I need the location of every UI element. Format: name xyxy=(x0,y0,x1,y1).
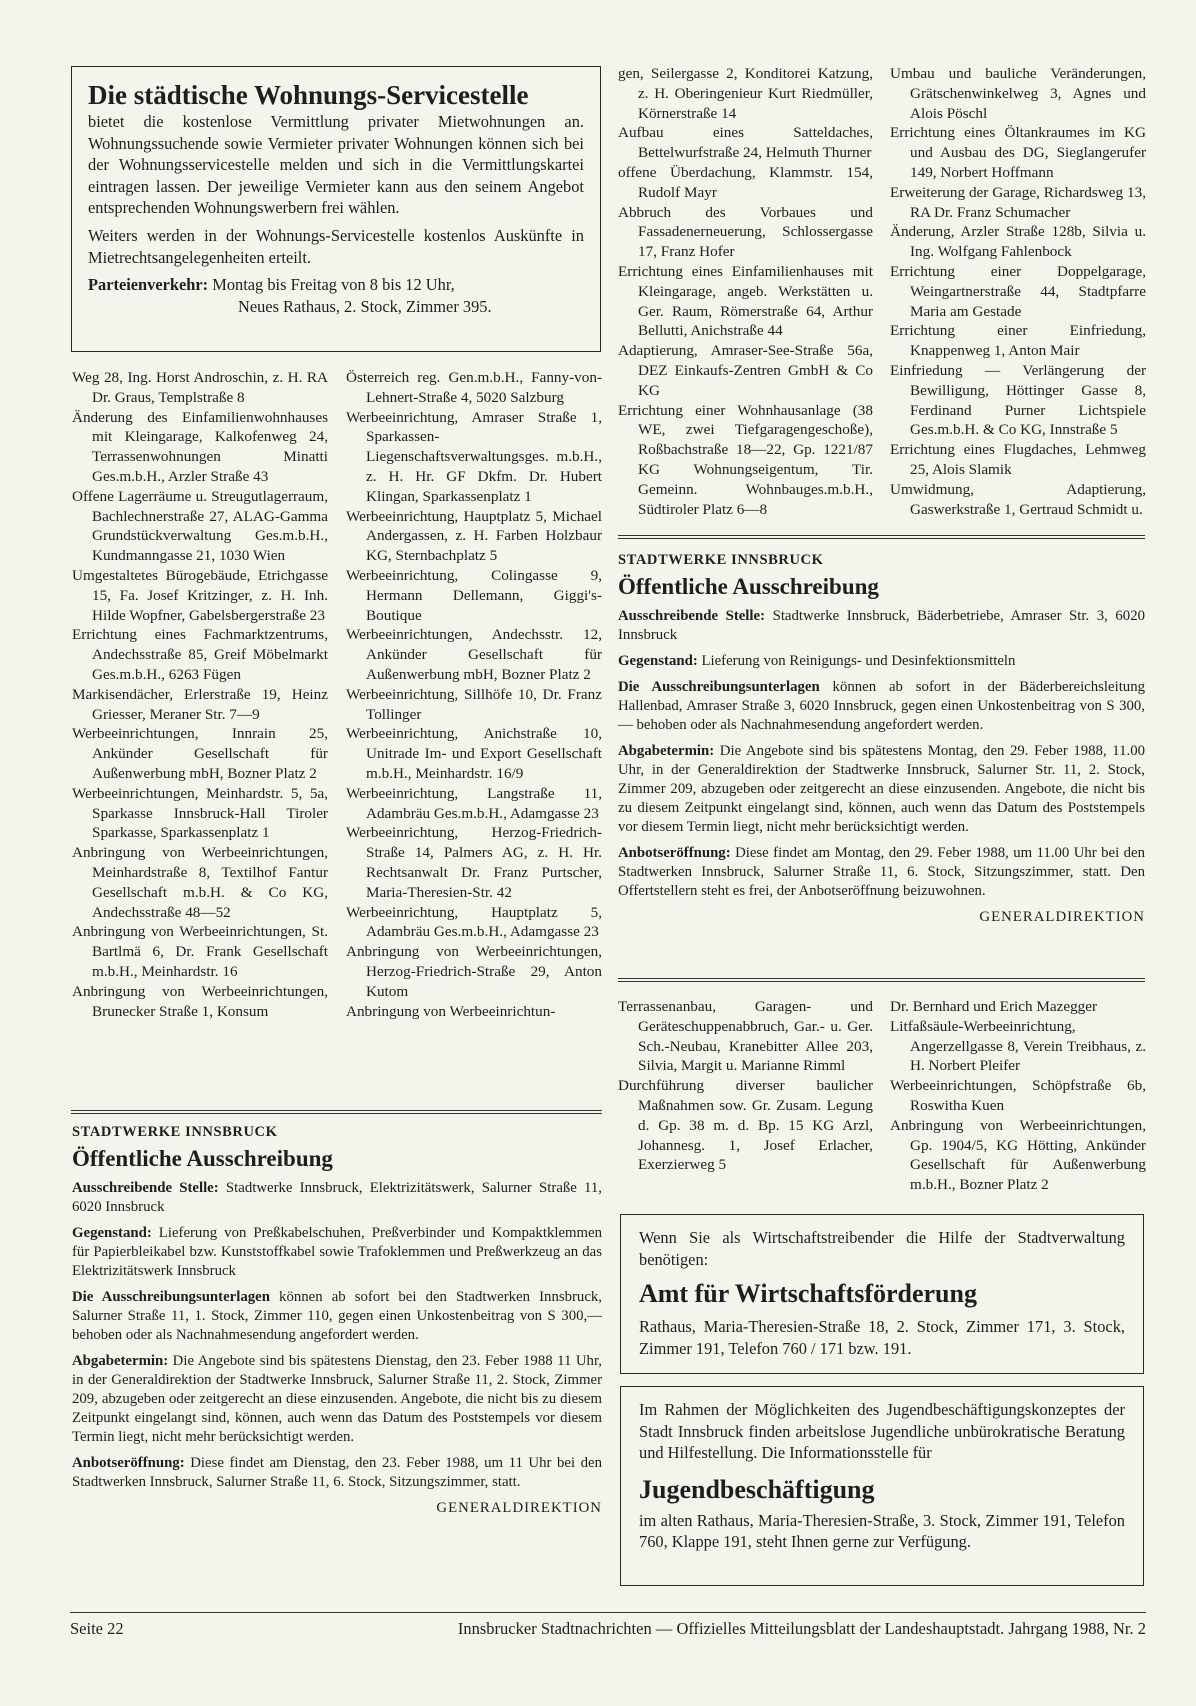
listing-column-2 xyxy=(346,368,602,1021)
listing-entry: Werbeeinrichtung, Anichstraße 10, Unitrade Im- und Export Gesellschaft m.b.H., Meinhardstr. 16/9 xyxy=(346,725,602,782)
listing-entry: Errichtung einer Einfriedung, Knappenweg 1, Anton Mair xyxy=(890,322,1146,360)
page-footer xyxy=(70,1612,1146,1639)
listing-entry: Werbeeinrichtung, Amraser Straße 1, Sparkassen-Liegenschaftsverwaltungsges. m.b.H., z. H. Hr. GF Dkfm. Dr. Hubert Klingan, Sparkassenplatz 1 xyxy=(346,408,602,505)
tender-issuer: Ausschreibende Stelle: Stadtwerke Innsbruck, Elektrizitätswerk, Salurner Straße 11, 6020 Innsbruck xyxy=(72,1180,603,1215)
listing-entry: Errichtung einer Doppelgarage, Weingartnerstraße 44, Stadtpfarre Maria am Gestade xyxy=(890,262,1146,320)
listing-entry: Abbruch des Vorbaues und Fassadenerneuerung, Schlossergasse 17, Franz Hofer xyxy=(618,203,873,261)
listing-entry: Österreich reg. Gen.m.b.H., Fanny-von-Lehnert-Straße 4, 5020 Salzburg xyxy=(346,369,602,406)
listing-entry: Änderung des Einfamilienwohnhauses mit Kleingarage, Kalkofenweg 24, Terrassenwohnungen Minatti Ges.m.b.H., Arzler Straße 43 xyxy=(72,408,328,485)
listing-entry: Errichtung eines Flugdaches, Lehmweg 25, Alois Slamik xyxy=(890,441,1146,478)
listing-entry: Werbeeinrichtung, Herzog-Friedrich-Straße 14, Palmers AG, z. H. Hr. Rechtsanwalt Dr. Franz Purtscher, Maria-Theresien-Str. 42 xyxy=(346,824,602,901)
tender-subject: Gegenstand: Lieferung von Preßkabelschuhen, Preßverbinder und Kompaktklemmen für Papierbleikabel bzw. Kunststoffkabel sowie Trafoklemmen und Preßwerkzeug an das Elektrizitätswerk Innsbruck xyxy=(72,1225,602,1279)
listing-entry: Terrassenanbau, Garagen- und Geräteschuppenabbruch, Gar.- u. Ger. Sch.-Neubau, Kranebitter Allee 203, Silvia, Margit u. Marianne Rimml xyxy=(618,998,873,1075)
divider-rule xyxy=(71,1110,602,1114)
listing-column-1 xyxy=(72,368,328,1021)
listing-entry: Erweiterung der Garage, Richardsweg 13, RA Dr. Franz Schumacher xyxy=(890,183,1146,221)
tender-signature: GENERALDIREKTION xyxy=(979,909,1145,925)
tender-title: Öffentliche Ausschreibung xyxy=(72,1146,333,1171)
listing-column-4 xyxy=(890,64,1146,519)
economic-promotion-address: Rathaus, Maria-Theresien-Straße 18, 2. Stock, Zimmer 171, 3. Stock, Zimmer 191, Telefon 760 / 171 bzw. 191. xyxy=(639,1317,1125,1358)
divider-rule xyxy=(618,978,1145,982)
listing-entry: Errichtung eines Einfamilienhauses mit Kleingarage, angeb. Werkstätten u. Ger. Raum, Römerstraße 64, Arthur Bellutti, Anichstraße 44 xyxy=(618,262,873,340)
listing-entry: Werbeeinrichtung, Langstraße 11, Adambräu Ges.m.b.H., Adamgasse 23 xyxy=(346,784,602,822)
economic-promotion-intro: Wenn Sie als Wirtschaftstreibender die Hilfe der Stadtverwaltung benötigen: xyxy=(639,1228,1125,1269)
housing-service-text: bietet die kostenlose Vermittlung privater Mietwohnungen an. Wohnungssuchende sowie Vermieter privater Wohnungen können sich bei der Wohnungsservicestelle melden und sich in die Vermittlungskartei eintragen lassen. Der jeweilige Vermieter kann aus den seinem Angebot entsprechenden Wohnungswerbern frei wählen. xyxy=(88,112,584,218)
housing-service-title: Die städtische Wohnungs-Servicestelle xyxy=(88,80,529,110)
listing-entry: Errichtung eines Öltankraumes im KG und Ausbau des DG, Sieglangerufer 149, Norbert Hoffmann xyxy=(890,124,1146,181)
listing-entry: Anbringung von Werbeeinrichtungen, St. Bartlmä 6, Dr. Frank Gesellschaft m.b.H., Meinhardstr. 16 xyxy=(72,923,328,980)
listing-entry: Werbeeinrichtungen, Meinhardstr. 5, 5a, Sparkasse Innsbruck-Hall Tiroler Sparkasse, Sparkassenplatz 1 xyxy=(72,784,328,842)
listing-column-3 xyxy=(618,64,873,519)
tender-notice-baths xyxy=(618,552,1145,926)
economic-promotion-box xyxy=(620,1214,1144,1374)
youth-employment-intro: Im Rahmen der Möglichkeiten des Jugendbeschäftigungskonzeptes der Stadt Innsbruck finden arbeitslose Jugendliche unbürokratische Beratung und Hilfestellung. Die Informationsstelle für xyxy=(639,1400,1125,1463)
listing-entry: Aufbau eines Satteldaches, Bettelwurfstraße 24, Helmuth Thurner xyxy=(618,124,873,162)
listing-entry: Werbeeinrichtungen, Andechsstr. 12, Ankünder Gesellschaft für Außenwerbung mbH, Bozner Platz 2 xyxy=(346,626,602,683)
tender-subject: Gegenstand: Lieferung von Reinigungs- und Desinfektionsmitteln xyxy=(618,653,1016,669)
tender-label: STADTWERKE INNSBRUCK xyxy=(618,552,824,568)
tender-documents: Die Ausschreibungsunterlagen können ab sofort in der Bäderbereichsleitung Hallenbad, Amraser Straße 3, 6020 Innsbruck, gegen einen Unkostenbeitrag von S 300,— behoben oder als Nachnahmesendung angefordert werden. xyxy=(618,679,1145,733)
tender-notice-electric xyxy=(72,1124,602,1517)
listing-entry: Offene Lagerräume u. Streugutlagerraum, Bachlechnerstraße 27, ALAG-Gamma Grundstückverwaltung Ges.m.b.H., Kundmanngasse 21, 1030 Wien xyxy=(72,487,328,565)
hours-text: Montag bis Freitag von 8 bis 12 Uhr, xyxy=(212,275,455,295)
hours-label: Parteienverkehr: xyxy=(88,275,209,295)
publication-info: Innsbrucker Stadtnachrichten — Offizielles Mitteilungsblatt der Landeshauptstadt. Jahrgang 1988, Nr. 2 xyxy=(457,1619,1146,1638)
listing-entry: Anbringung von Werbeeinrichtungen, Gp. 1904/5, KG Hötting, Ankünder Gesellschaft für Außenwerbung m.b.H., Bozner Platz 2 xyxy=(890,1116,1146,1194)
listing-entry: Anbringung von Werbeeinrichtun- xyxy=(346,1002,556,1020)
listing-entry: Werbeeinrichtungen, Schöpfstraße 6b, Roswitha Kuen xyxy=(890,1077,1146,1114)
tender-title: Öffentliche Ausschreibung xyxy=(618,574,879,599)
divider-rule xyxy=(618,535,1145,539)
listing-entry: Dr. Bernhard und Erich Mazegger xyxy=(890,998,1098,1015)
listing-entry: Werbeeinrichtungen, Innrain 25, Ankünder Gesellschaft für Außenwerbung mbH, Bozner Platz 2 xyxy=(72,725,328,782)
tender-issuer: Ausschreibende Stelle: Stadtwerke Innsbruck, Bäderbetriebe, Amraser Str. 3, 6020 Innsbruck xyxy=(618,608,1146,643)
tender-deadline: Abgabetermin: Die Angebote sind bis spätestens Montag, den 29. Feber 1988, 11.00 Uhr, in der Generaldirektion der Stadtwerke Innsbruck, Salurner Str. 11, 2. Stock, Zimmer 209, abzugeben oder zeitgerecht an diese einzusenden. Angebote, die nicht bis zu diesem Zeitpunkt eingelangt sind, können, auch wenn das Datum des Poststempels vor diesem Termin liegt, nicht mehr berücksichtigt werden. xyxy=(618,743,1145,835)
housing-service-text-2: Weiters werden in der Wohnungs-Servicestelle kostenlos Auskünfte in Mietrechtsangelegenheiten erteilt. xyxy=(88,225,584,267)
youth-employment-box xyxy=(620,1386,1144,1586)
housing-service-location: Neues Rathaus, 2. Stock, Zimmer 395. xyxy=(238,296,492,316)
page-number: Seite 22 xyxy=(70,1619,124,1638)
listing-entry: offene Überdachung, Klammstr. 154, Rudolf Mayr xyxy=(618,163,873,201)
listing-entry: Weg 28, Ing. Horst Androschin, z. H. RA Dr. Graus, Templstraße 8 xyxy=(72,369,328,406)
listing-column-5 xyxy=(618,997,873,1175)
listing-entry: Umgestaltetes Bürogebäude, Etrichgasse 15, Fa. Josef Kritzinger, z. H. Inh. Hilde Wopfner, Gabelsbergerstraße 23 xyxy=(72,566,328,624)
listing-entry: Anbringung von Werbeeinrichtungen, Meinhardstraße 8, Textilhof Fantur Gesellschaft m.b.H. & Co KG, Andechsstraße 48—52 xyxy=(72,844,328,921)
listing-entry: Einfriedung — Verlängerung der Bewilligung, Höttinger Gasse 8, Ferdinand Purner Lichtspiele Ges.m.b.H. & Co KG, Innstraße 5 xyxy=(890,361,1146,439)
listing-entry: Werbeeinrichtung, Hauptplatz 5, Adambräu Ges.m.b.H., Adamgasse 23 xyxy=(346,903,602,941)
economic-promotion-title: Amt für Wirtschaftsförderung xyxy=(639,1279,977,1309)
listing-entry: Anbringung von Werbeeinrichtungen, Herzog-Friedrich-Straße 29, Anton Kutom xyxy=(346,943,602,1000)
tender-signature: GENERALDIREKTION xyxy=(436,1500,602,1516)
listing-entry: Anbringung von Werbeeinrichtungen, Brunecker Straße 1, Konsum xyxy=(72,982,328,1020)
listing-entry: Werbeeinrichtung, Colingasse 9, Hermann Dellemann, Giggi's-Boutique xyxy=(346,566,602,624)
listing-entry: gen, Seilergasse 2, Konditorei Katzung, z. H. Oberingenieur Kurt Riedmüller, Körnerstraße 14 xyxy=(618,65,873,122)
listing-column-6 xyxy=(890,997,1146,1195)
listing-entry: Markisendächer, Erlerstraße 19, Heinz Griesser, Meraner Str. 7—9 xyxy=(72,685,328,723)
listing-entry: Umbau und bauliche Veränderungen, Grätschenwinkelweg 3, Agnes und Alois Pöschl xyxy=(890,65,1146,122)
listing-entry: Werbeeinrichtung, Hauptplatz 5, Michael Andergassen, z. H. Farben Holzbaur KG, Sternbachplatz 5 xyxy=(346,507,602,565)
tender-opening: Anbotseröffnung: Diese findet am Dienstag, den 23. Feber 1988, um 11 Uhr bei den Stadtwerken Innsbruck, Salurner Straße 11, 6. Stock, Sitzungszimmer, statt. xyxy=(72,1455,602,1490)
listing-entry: Änderung, Arzler Straße 128b, Silvia u. Ing. Wolfgang Fahlenbock xyxy=(890,223,1146,261)
listing-entry: Errichtung eines Fachmarktzentrums, Andechsstraße 85, Greif Möbelmarkt Ges.m.b.H., 6263 Fügen xyxy=(72,626,328,683)
tender-documents: Die Ausschreibungsunterlagen können ab sofort bei den Stadtwerken Innsbruck, Salurner Straße 11, 1. Stock, Zimmer 110, gegen einen Unkostenbeitrag von S 300,— behoben oder als Nachnahmesendung angefordert werden. xyxy=(72,1289,602,1343)
listing-entry: Litfaßsäule-Werbeeinrichtung, Angerzellgasse 8, Verein Treibhaus, z. H. Norbert Pleifer xyxy=(890,1017,1146,1075)
listing-entry: Adaptierung, Amraser-See-Straße 56a, DEZ Einkaufs-Zentren GmbH & Co KG xyxy=(618,342,873,399)
tender-label: STADTWERKE INNSBRUCK xyxy=(72,1124,278,1140)
listing-entry: Durchführung diverser baulicher Maßnahmen sow. Gr. Zusam. Legung d. Gp. 38 m. d. Bp. 15 KG Arzl, Johannesg. 1, Josef Erlacher, Exerzierweg 5 xyxy=(618,1077,873,1174)
tender-opening: Anbotseröffnung: Diese findet am Montag, den 29. Feber 1988, um 11.00 Uhr bei den Stadtwerken Innsbruck, Salurner Straße 11, 6. Stock, Sitzungszimmer, statt. Den Offertstellern steht es frei, der Anbotseröffnung beizuwohnen. xyxy=(618,845,1145,899)
tender-deadline: Abgabetermin: Die Angebote sind bis spätestens Dienstag, den 23. Feber 1988 11 Uhr, in der Generaldirektion der Stadtwerke Innsbruck, Salurner Straße 11, 2. Stock, Zimmer 209, abzugeben oder zeitgerecht an diese einzusenden. Angebote, die nicht bis zu diesem Zeitpunkt eingelangt sind, können, auch wenn das Datum des Poststempels vor diesem Termin liegt, nicht mehr berücksichtigt werden. xyxy=(72,1353,602,1445)
housing-service-hours xyxy=(88,274,584,296)
listing-entry: Errichtung einer Wohnhausanlage (38 WE, zwei Tiefgaragengeschoße), Roßbachstraße 18—22, Gp. 1221/87 KG Wohnungseigentum, Tir. Gemeinn. Wohnbauges.m.b.H., Südtiroler Platz 6—8 xyxy=(618,401,873,518)
listing-entry: Werbeeinrichtung, Sillhöfe 10, Dr. Franz Tollinger xyxy=(346,685,602,723)
listing-entry: Umwidmung, Adaptierung, Gaswerkstraße 1, Gertraud Schmidt u. xyxy=(890,480,1146,518)
youth-employment-address: im alten Rathaus, Maria-Theresien-Straße, 3. Stock, Zimmer 191, Telefon 760, Klappe 191, steht Ihnen gerne zur Verfügung. xyxy=(639,1510,1125,1552)
youth-employment-title: Jugendbeschäftigung xyxy=(639,1474,875,1504)
housing-service-box xyxy=(71,66,601,352)
